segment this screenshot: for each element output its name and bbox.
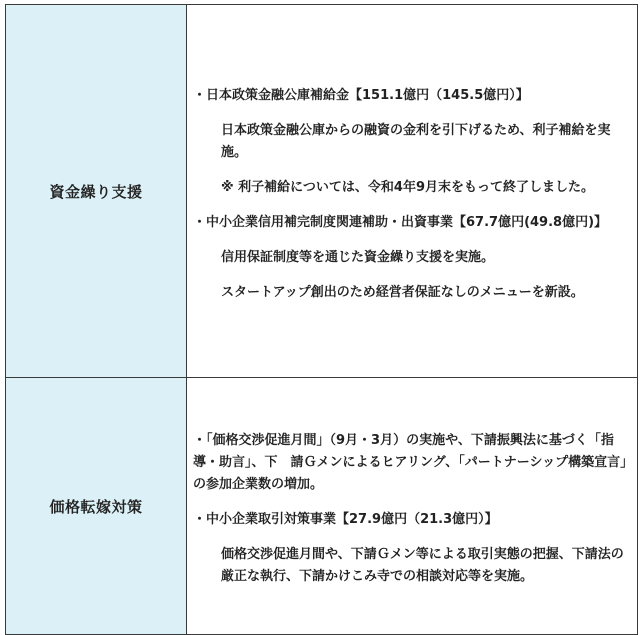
list-item: ・中小企業信用補完制度関連補助・出資事業【67.7億円(49.8億円)】 — [193, 214, 608, 230]
list-item-detail: スタートアップ創出のため経営者保証なしのメニューを新設。 — [221, 284, 584, 300]
row-content — [187, 378, 638, 635]
row-content — [187, 5, 638, 378]
list-item-note: ※ 利子補給については、令和4年9月末をもって終了しました。 — [221, 179, 594, 195]
table-row — [6, 378, 638, 635]
list-item: ・日本政策金融公庫補給金【151.1億円（145.5億円）】 — [193, 87, 529, 103]
list-item-detail: 価格交渉促進月間や、下請Ｇメン等による取引実態の把握、下請法の厳正な執行、下請かけこみ寺での相談対応等を実施。 — [221, 547, 624, 584]
list-item: ・中小企業取引対策事業【27.9億円（21.3億円）】 — [193, 512, 498, 527]
row-heading: 価格転嫁対策 — [6, 378, 187, 635]
list-item: ・「価格交渉促進月間」（9月・3月）の実施や、下請振興法に基づく「指導・助言」、下 請Ｇメンによるヒアリング、「パートナーシップ構築宣言」の参加企業数の増加。 — [193, 433, 627, 492]
row-heading: 資金繰り支援 — [6, 5, 187, 378]
list-item-detail: 日本政策金融公庫からの融資の金利を引下げるため、利子補給を実施。 — [221, 122, 611, 160]
policy-table — [5, 4, 638, 635]
list-item-detail: 信用保証制度等を通じた資金繰り支援を実施。 — [221, 249, 495, 265]
table-row — [6, 5, 638, 378]
